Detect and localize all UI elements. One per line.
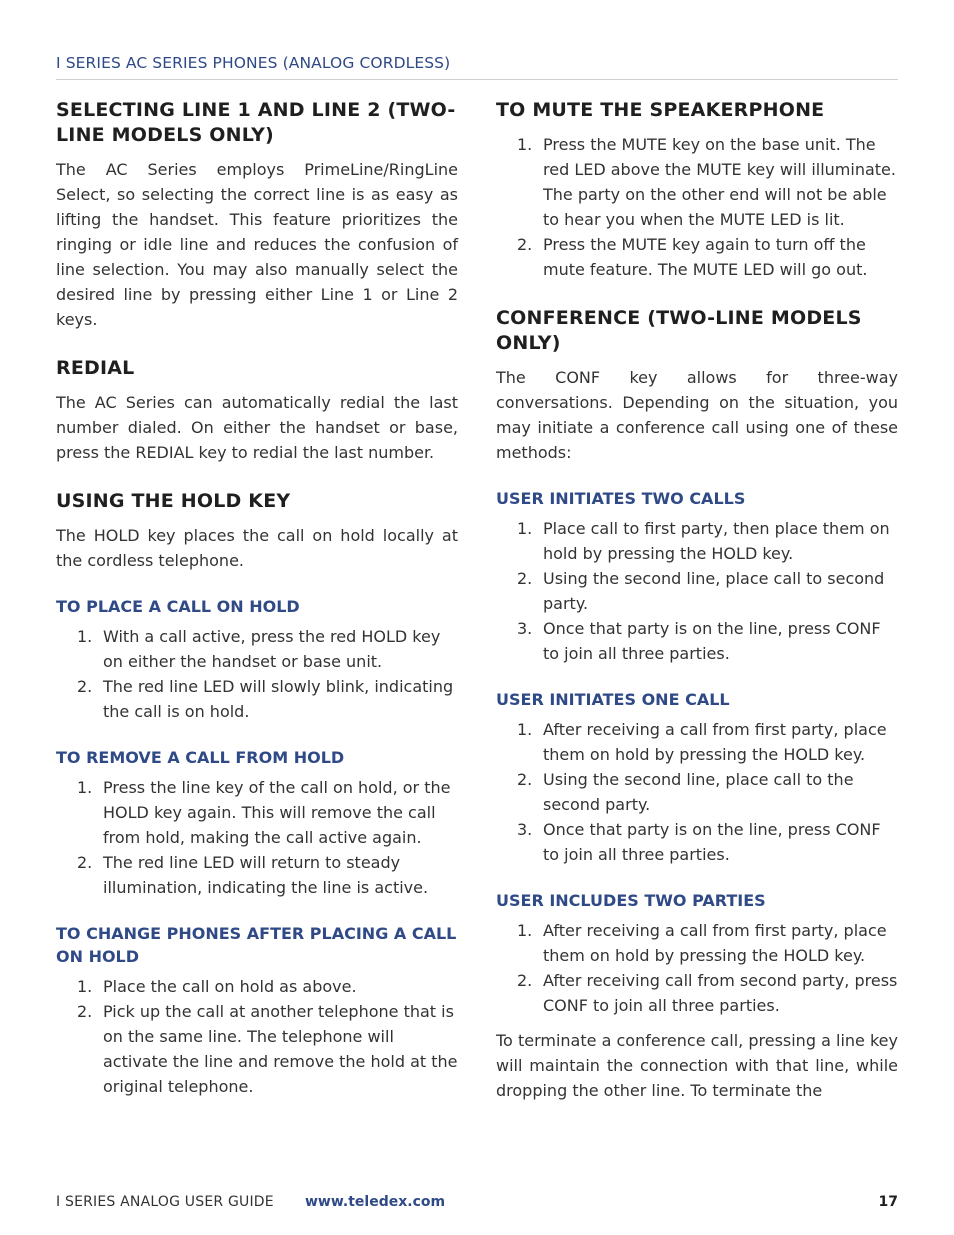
section-body: The HOLD key places the call on hold locally at the cordless telephone. (56, 526, 458, 570)
section-selecting-lines (56, 98, 458, 332)
list-item: 2. The red line LED will slowly blink, indicating the call is on hold. (77, 677, 454, 721)
list-item: 2. Using the second line, place call to the second party. (517, 770, 854, 814)
numbered-list (496, 918, 898, 1018)
list-item: 1. Press the line key of the call on hold, or the HOLD key again. This will remove the call from hold, making the call active again. (77, 778, 451, 847)
section-body: The AC Series can automatically redial the last number dialed. On either the handset or base, press the REDIAL key to redial the last number. (56, 393, 458, 462)
numbered-list (496, 516, 898, 666)
section-heading: USING THE HOLD KEY (56, 490, 291, 512)
page-header-title: I SERIES AC SERIES PHONES (ANALOG CORDLESS) (56, 54, 451, 72)
numbered-list (56, 775, 458, 900)
list-item: 3. Once that party is on the line, press CONF to join all three parties. (517, 619, 881, 663)
subsection-heading: USER INITIATES ONE CALL (496, 690, 730, 709)
right-column (496, 98, 898, 1103)
numbered-list (496, 717, 898, 867)
subsection-heading: TO CHANGE PHONES AFTER PLACING A CALL ON HOLD (56, 924, 457, 966)
subsection-heading: USER INCLUDES TWO PARTIES (496, 891, 766, 910)
section-heading: REDIAL (56, 357, 135, 379)
section-conference (496, 306, 898, 1103)
list-item: 3. Once that party is on the line, press CONF to join all three parties. (517, 820, 881, 864)
section-heading: SELECTING LINE 1 AND LINE 2 (TWO-LINE MODELS ONLY) (56, 99, 456, 146)
list-item: 2. Pick up the call at another telephone that is on the same line. The telephone will activate the line and remove the hold at the original telephone. (77, 1002, 458, 1096)
section-heading: CONFERENCE (TWO-LINE MODELS ONLY) (496, 307, 862, 354)
list-item: 2. After receiving call from second party, press CONF to join all three parties. (517, 971, 898, 1015)
section-heading: TO MUTE THE SPEAKERPHONE (496, 99, 825, 121)
list-item: 1. After receiving a call from first party, place them on hold by pressing the HOLD key. (517, 720, 887, 764)
section-hold-key (56, 489, 458, 1099)
list-item: 1. Place the call on hold as above. (77, 977, 357, 996)
page-footer (56, 1191, 898, 1215)
list-item: 1. Place call to first party, then place them on hold by pressing the HOLD key. (517, 519, 890, 563)
footer-url-link[interactable]: www.teledex.com (305, 1194, 446, 1210)
subsection-heading: TO REMOVE A CALL FROM HOLD (56, 748, 345, 767)
numbered-list (496, 132, 898, 282)
list-item: 2. Using the second line, place call to second party. (517, 569, 885, 613)
subsection-heading: TO PLACE A CALL ON HOLD (56, 597, 300, 616)
subsection-heading: USER INITIATES TWO CALLS (496, 489, 746, 508)
section-body: The AC Series employs PrimeLine/RingLine Select, so selecting the correct line is as easy as lifting the handset. This feature prioritizes the ringing or idle line and reduces the confusion of line selection. You may also manually select the desired line by pressing either Line 1 or Line 2 keys. (56, 160, 458, 329)
section-body: The CONF key allows for three-way conversations. Depending on the situation, you may initiate a conference call using one of these methods: (496, 368, 898, 462)
numbered-list (56, 974, 458, 1099)
section-body: To terminate a conference call, pressing a line key will maintain the connection with that line, while dropping the other line. To terminate the (496, 1031, 898, 1100)
page-number: 17 (878, 1194, 898, 1210)
numbered-list (56, 624, 458, 724)
list-item: 2. The red line LED will return to steady illumination, indicating the line is active. (77, 853, 429, 897)
list-item: 1. After receiving a call from first party, place them on hold by pressing the HOLD key. (517, 921, 887, 965)
footer-guide-title: I SERIES ANALOG USER GUIDE (56, 1194, 274, 1210)
list-item: 1. With a call active, press the red HOLD key on either the handset or base unit. (77, 627, 441, 671)
page-header (56, 52, 898, 80)
section-redial (56, 356, 458, 465)
list-item: 2. Press the MUTE key again to turn off the mute feature. The MUTE LED will go out. (517, 235, 868, 279)
section-mute (496, 98, 898, 282)
list-item: 1. Press the MUTE key on the base unit. The red LED above the MUTE key will illuminate. The party on the other end will not be able to hear you when the MUTE LED is lit. (517, 135, 896, 229)
left-column (56, 98, 458, 1099)
